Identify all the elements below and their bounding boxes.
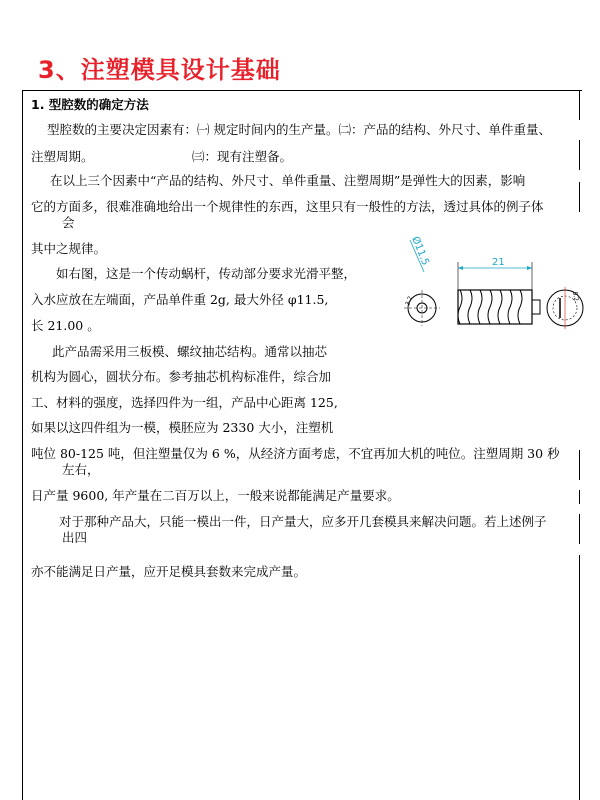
left-view-label: 3.2 [404, 295, 415, 307]
paragraph-line: 左右， [62, 462, 100, 477]
worm-thread [458, 290, 522, 324]
right-margin-rule [579, 555, 580, 800]
section-heading: 1. 型腔数的确定方法 [31, 97, 149, 112]
worm-gear-drawing [400, 232, 585, 332]
top-rule [22, 90, 582, 91]
paragraph-line: 吨位 80-125 吨，但注塑量仅为 6 %，从经济方面考虑，不宜再加大机的吨位。注塑周期 30 秒 [31, 446, 560, 461]
paragraph-line: 此产品需采用三板模、螺纹抽芯结构。通常以抽芯 [52, 344, 328, 359]
page-title: 3、注塑模具设计基础 [38, 56, 281, 84]
right-margin-rule [579, 182, 580, 212]
paragraph-line: 入水应放在左端面，产品单件重 2g, 最大外径 φ11.5, [31, 292, 329, 307]
paragraph-line: 亦不能满足日产量，应开足模具套数来完成产量。 [31, 564, 307, 579]
paragraph-line: 它的方面多，很难准确地给出一个规律性的东西，这里只有一般性的方法，透过具体的例子体 [31, 199, 544, 214]
right-margin-rule [579, 450, 580, 480]
paragraph-line: 在以上三个因素中“产品的结构、外尺寸、单件重量、注塑周期”是弹性大的因素，影响 [50, 173, 526, 188]
paragraph-line: 对于那种产品大，只能一模出一件，日产量大，应多开几套模具来解决问题。若上述例子 [59, 514, 547, 529]
paragraph-line: ㈢：现有注塑备。 [192, 149, 293, 164]
paragraph-line: 型腔数的主要决定因素有：㈠ 规定时间内的生产量。㈡：产品的结构、外尺寸、单件重量、 [47, 122, 551, 137]
paragraph-line: 出四 [62, 530, 88, 545]
right-margin-rule [579, 90, 580, 120]
worm-body [458, 290, 532, 324]
paragraph-line: 机构为圆心，圆状分布。参考抽芯机构标准件，综合加 [31, 369, 332, 384]
paragraph-line: 日产量 9600, 年产量在二百万以上，一般来说都能满足产量要求。 [31, 488, 400, 503]
right-margin-rule [579, 514, 580, 544]
left-margin-rule [22, 90, 23, 800]
right-margin-rule [579, 490, 580, 504]
paragraph-line: 如右图，这是一个传动蜗杆，传动部分要求光滑平整， [56, 266, 357, 281]
arrow-head [527, 266, 532, 270]
right-margin-rule [579, 140, 580, 170]
paragraph-line: 其中之规律。 [31, 241, 107, 256]
paragraph-line: 会 [62, 215, 75, 230]
paragraph-line: 注塑周期。 [31, 149, 94, 164]
diameter-dimension-label: Ø11.5 [409, 235, 431, 268]
worm-shaft [532, 300, 540, 314]
length-dimension-label: 21 [492, 257, 505, 268]
paragraph-line: 长 21.00 。 [31, 318, 100, 333]
right-view-label: 5.2 [571, 291, 580, 302]
paragraph-line: 如果以这四件组为一模，模胚应为 2330 大小，注塑机 [31, 420, 334, 435]
arrow-head [458, 266, 463, 270]
paragraph-line: 工、材料的强度，选择四件为一组，产品中心距离 125, [31, 395, 338, 410]
